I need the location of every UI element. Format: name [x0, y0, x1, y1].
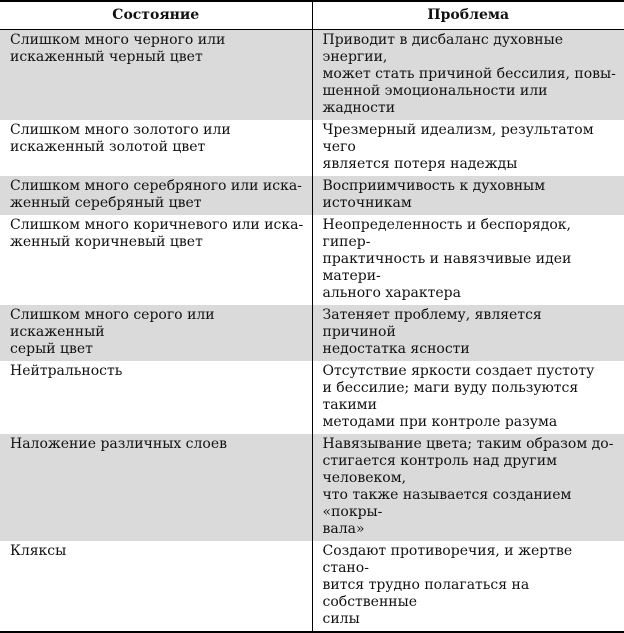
table-body: [0, 30, 624, 633]
table-row: [0, 434, 624, 541]
header-state: Состояние: [0, 1, 312, 30]
state-cell: Кляксы: [0, 541, 312, 632]
problem-cell: Затеняет проблему, является причиной недостатка ясности: [312, 305, 624, 361]
problem-cell: Неопределенность и беспорядок, гипер- практичность и навязчивые идеи матери- ального характера: [312, 215, 624, 305]
table-row: [0, 215, 624, 305]
problem-cell: Создают противоречия, и жертве стано- вится трудно полагаться на собственные силы: [312, 541, 624, 632]
state-cell: Слишком много черного или искаженный черный цвет: [0, 30, 312, 121]
table-row: [0, 30, 624, 121]
state-cell: Нейтральность: [0, 361, 312, 434]
problem-cell: Приводит в дисбаланс духовные энергии, может стать причиной бессилия, повы- шенной эмоциональности или жадности: [312, 30, 624, 121]
table-row: [0, 541, 624, 632]
table-row: [0, 305, 624, 361]
problem-cell: Восприимчивость к духовным источникам: [312, 176, 624, 215]
state-cell: Слишком много серого или искаженный серый цвет: [0, 305, 312, 361]
problem-cell: Чрезмерный идеализм, результатом чего является потеря надежды: [312, 120, 624, 176]
state-cell: Слишком много серебряного или иска- женный серебряный цвет: [0, 176, 312, 215]
table-row: [0, 120, 624, 176]
table-row: [0, 361, 624, 434]
problem-cell: Отсутствие яркости создает пустоту и бессилие; маги вуду пользуются такими методами при контроле разума: [312, 361, 624, 434]
table-header: [0, 1, 624, 30]
header-problem: Проблема: [312, 1, 624, 30]
table-row: [0, 176, 624, 215]
state-cell: Слишком много коричневого или иска- женный коричневый цвет: [0, 215, 312, 305]
state-cell: Наложение различных слоев: [0, 434, 312, 541]
problem-cell: Навязывание цвета; таким образом до- стигается контроль над другим человеком, что также называется созданием «покры- вала»: [312, 434, 624, 541]
header-row: [0, 1, 624, 30]
state-cell: Слишком много золотого или искаженный золотой цвет: [0, 120, 312, 176]
